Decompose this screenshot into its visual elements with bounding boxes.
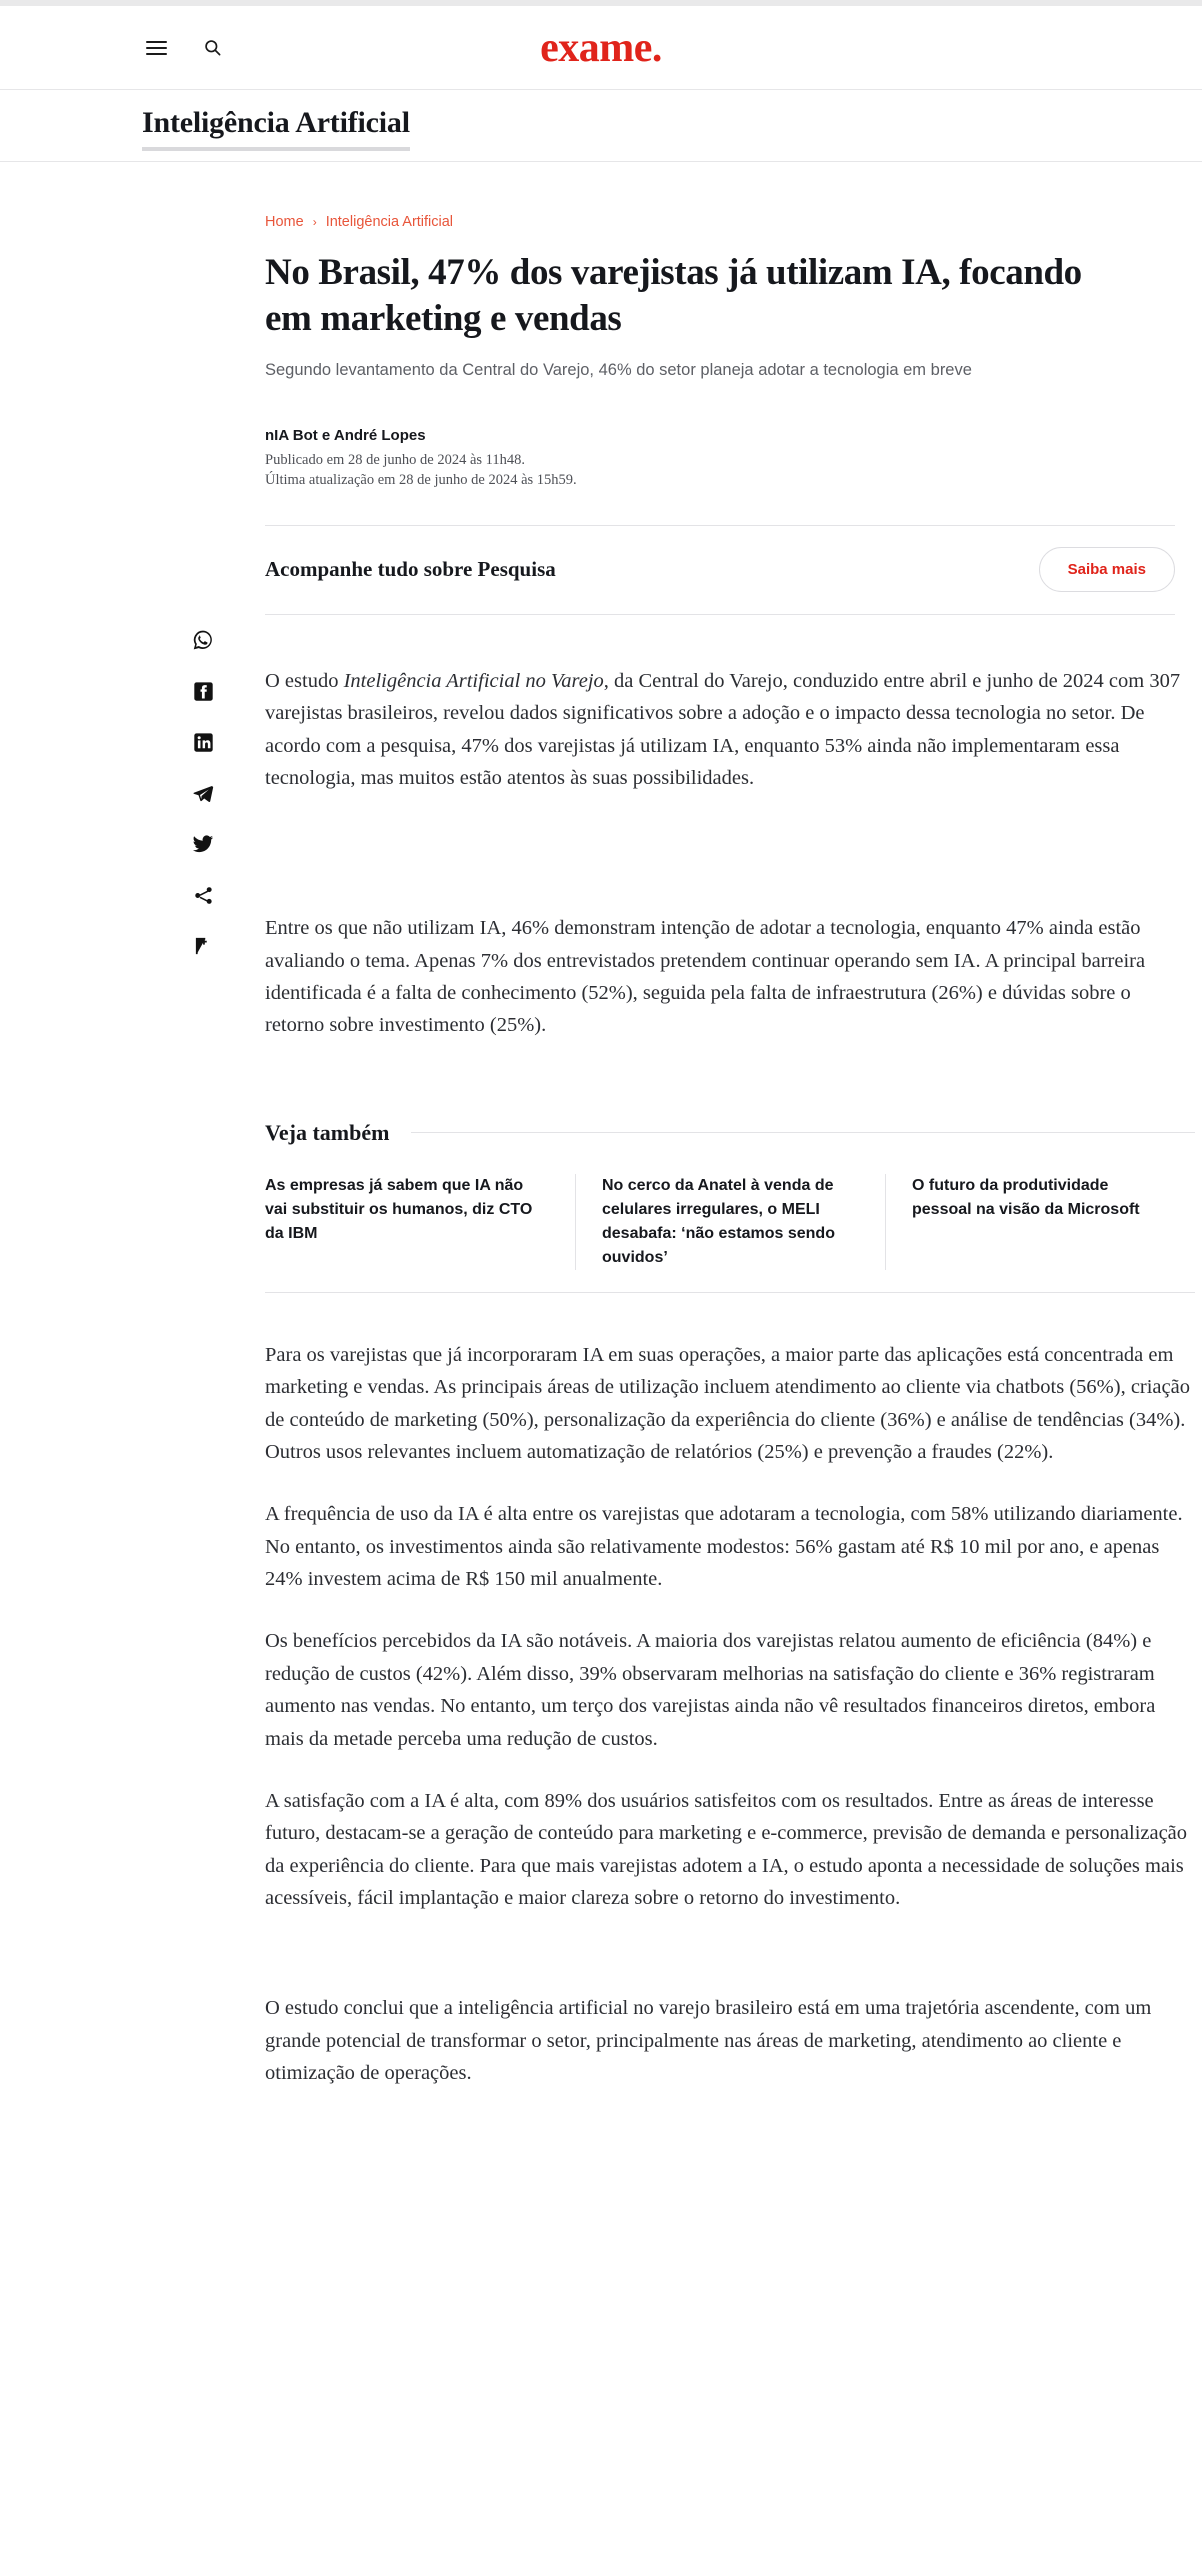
article-subtitle: Segundo levantamento da Central do Varejo, 46% do setor planeja adotar a tecnologia em breve bbox=[265, 360, 972, 379]
bookmark-icon[interactable] bbox=[190, 933, 216, 959]
paragraph-1-part-a: O estudo bbox=[265, 669, 344, 692]
article-head-column bbox=[265, 214, 1175, 615]
byline bbox=[265, 427, 1175, 491]
facebook-icon[interactable] bbox=[190, 678, 216, 704]
site-header bbox=[0, 6, 1202, 90]
twitter-icon[interactable] bbox=[190, 831, 216, 857]
veja-tambem-section bbox=[265, 1120, 1195, 1293]
paragraph-6: A satisfação com a IA é alta, com 89% dos usuários satisfeitos com os resultados. Entre as áreas de interesse futuro, destacam-se a geração de conteúdo para marketing e e-commerce, previsão de demanda e personalização da experiência do cliente. Para que mais varejistas adotem a IA, o estudo aponta a necessidade de soluções mais acessíveis, fácil implantação e maior clareza sobre o retorno do investimento. bbox=[265, 1789, 1188, 1910]
section-title[interactable]: Inteligência Artificial bbox=[142, 106, 410, 145]
study-title-italic: Inteligência Artificial no Varejo bbox=[343, 669, 604, 692]
published-date: Publicado em 28 de junho de 2024 às 11h48. bbox=[265, 451, 526, 468]
breadcrumb-current[interactable]: Inteligência Artificial bbox=[325, 214, 454, 230]
exame-logo[interactable]: exame. bbox=[540, 24, 662, 71]
linkedin-icon[interactable] bbox=[190, 729, 216, 755]
veja-tambem-title: Veja também bbox=[265, 1119, 390, 1145]
veja-tambem-header bbox=[265, 1120, 1195, 1146]
list-item[interactable]: No cerco da Anatel à venda de celulares irregulares, o MELI desabafa: ‘não estamos sendo ouvidos’ bbox=[575, 1174, 885, 1270]
page-title: No Brasil, 47% dos varejistas já utilizam IA, focando em marketing e vendas bbox=[265, 252, 1082, 339]
whatsapp-icon[interactable] bbox=[190, 627, 216, 653]
search-icon[interactable] bbox=[198, 34, 226, 62]
header-left-controls bbox=[142, 34, 226, 62]
social-share-rail bbox=[190, 627, 216, 959]
section-bar bbox=[0, 90, 1202, 162]
paragraph-5: Os benefícios percebidos da IA são notáveis. A maioria dos varejistas relatou aumento de eficiência (84%) e redução de custos (42%). Além disso, 39% observaram melhorias na satisfação do cliente e 36% registraram aumento nas vendas. No entanto, um terço dos varejistas ainda não vê resultados financeiros diretos, embora mais da metade perceba uma redução de custos. bbox=[265, 1630, 1156, 1750]
updated-date: Última atualização em 28 de junho de 2024 às 15h59. bbox=[265, 472, 577, 489]
paragraph-4: A frequência de uso da IA é alta entre os varejistas que adotaram a tecnologia, com 58% utilizando diariamente. No entanto, os investimentos ainda são relativamente modestos: 56% gastam até R$ 10 mil por ano, e apenas 24% investem acima de R$ 150 mil anualmente. bbox=[265, 1503, 1183, 1591]
hamburger-icon[interactable] bbox=[142, 34, 170, 62]
follow-topic-bar bbox=[265, 525, 1175, 615]
byline-authors[interactable]: nIA Bot e André Lopes bbox=[265, 426, 426, 444]
list-item[interactable]: As empresas já sabem que IA não vai substituir os humanos, diz CTO da IBM bbox=[265, 1176, 533, 1242]
saiba-mais-button[interactable]: Saiba mais bbox=[1039, 547, 1175, 592]
breadcrumb-home[interactable]: Home bbox=[265, 214, 304, 230]
paragraph-7: O estudo conclui que a inteligência artificial no varejo brasileiro está em uma trajetória ascendente, com um grande potencial de transformar o setor, principalmente nas áreas de marketing, atendimento ao cliente e otimização de operações. bbox=[265, 1997, 1152, 2085]
paragraph-3: Para os varejistas que já incorporaram IA em suas operações, a maior parte das aplicações está concentrada em marketing e vendas. As principais áreas de utilização incluem atendimento ao cliente via chatbots (56%), criação de conteúdo de marketing (50%), personalização da experiência do cliente (36%) e análise de tendências (34%). Outros usos relevantes incluem automatização de relatórios (25%) e prevenção a fraudes (22%). bbox=[265, 1343, 1190, 1463]
divider bbox=[411, 1132, 1195, 1133]
article-body bbox=[0, 162, 1202, 2090]
breadcrumb bbox=[265, 214, 1175, 230]
paragraph-1 bbox=[265, 665, 1195, 795]
paragraph-2: Entre os que não utilizam IA, 46% demonstram intenção de adotar a tecnologia, enquanto 47% ainda estão avaliando o tema. Apenas 7% dos entrevistados pretendem continuar operando sem IA. A principal barreira identificada é a falta de conhecimento (52%), seguida pela falta de infraestrutura (26%) e dúvidas sobre o retorno sobre investimento (25%). bbox=[265, 917, 1146, 1037]
paragraph-1-part-b: , da Central do Varejo, conduzido entre abril e junho de 2024 com 307 varejistas brasileiros, revelou dados significativos sobre a adoção e o impacto dessa tecnologia no setor. De acordo com a pesquisa, 47% dos varejistas já utilizam IA, enquanto 53% ainda não implementaram essa tecnologia, mas muitos estão atentos às suas possibilidades. bbox=[265, 669, 1181, 789]
share-icon[interactable] bbox=[190, 882, 216, 908]
list-item[interactable]: O futuro da produtividade pessoal na visão da Microsoft bbox=[885, 1174, 1195, 1270]
telegram-icon[interactable] bbox=[190, 780, 216, 806]
chevron-right-icon: › bbox=[312, 215, 317, 229]
article-content-column bbox=[265, 665, 1195, 2090]
follow-topic-label: Acompanhe tudo sobre Pesquisa bbox=[265, 557, 556, 582]
related-articles-grid bbox=[265, 1174, 1195, 1293]
